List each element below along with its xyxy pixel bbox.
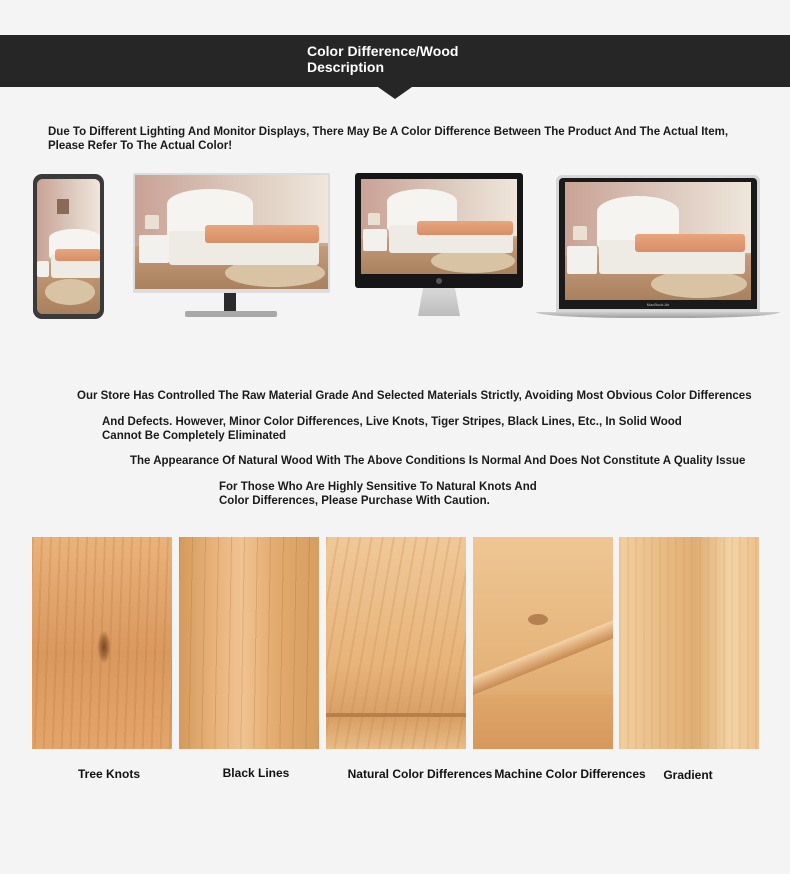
wood-label-machine-color: Machine Color Differences	[494, 767, 646, 781]
wood-sample-natural-color	[326, 537, 466, 749]
silver-monitor-device	[133, 173, 330, 293]
banner-title: Color Difference/Wood Description	[307, 43, 459, 75]
statement-minor-defects: And Defects. However, Minor Color Differences, Live Knots, Tiger Stripes, Black Lines, Etc., In Solid Wood Cannot Be Completely Eliminated	[102, 416, 682, 442]
laptop-device	[556, 175, 760, 312]
laptop-brand-text: MacBook Air	[646, 302, 670, 307]
color-notice: Due To Different Lighting And Monitor Displays, There May Be A Color Difference Between The Product And The Actual Item, Please Refer To The Actual Color!	[48, 126, 729, 152]
wood-sample-tree-knots	[32, 537, 172, 749]
wood-sample-black-lines	[179, 537, 319, 749]
phone-screen-image	[37, 179, 100, 314]
wood-sample-machine-color	[473, 537, 613, 749]
wood-label-tree-knots: Tree Knots	[77, 767, 140, 781]
statement-sensitive-caution: For Those Who Are Highly Sensitive To Natural Knots And Color Differences, Please Purchase With Caution.	[219, 481, 537, 507]
monitor-screen-image	[135, 175, 328, 289]
black-monitor-stand	[418, 288, 460, 316]
monitor-screen-image	[361, 179, 517, 274]
wood-label-black-lines: Black Lines	[222, 766, 290, 780]
statement-normal-appearance: The Appearance Of Natural Wood With The Above Conditions Is Normal And Does Not Constitute A Quality Issue	[130, 455, 746, 467]
silver-monitor-base	[185, 311, 277, 317]
statement-quality-control: Our Store Has Controlled The Raw Material Grade And Selected Materials Strictly, Avoiding Most Obvious Color Differences	[77, 390, 752, 402]
phone-device	[33, 174, 104, 319]
silver-monitor-stand	[224, 293, 236, 311]
black-monitor-device	[355, 173, 523, 288]
laptop-screen-image	[565, 182, 751, 300]
laptop-base	[536, 312, 780, 318]
banner-pointer	[378, 87, 412, 99]
wood-sample-gradient	[619, 537, 759, 749]
wood-label-natural-color: Natural Color Differences	[347, 767, 493, 781]
wood-label-gradient: Gradient	[663, 768, 713, 782]
